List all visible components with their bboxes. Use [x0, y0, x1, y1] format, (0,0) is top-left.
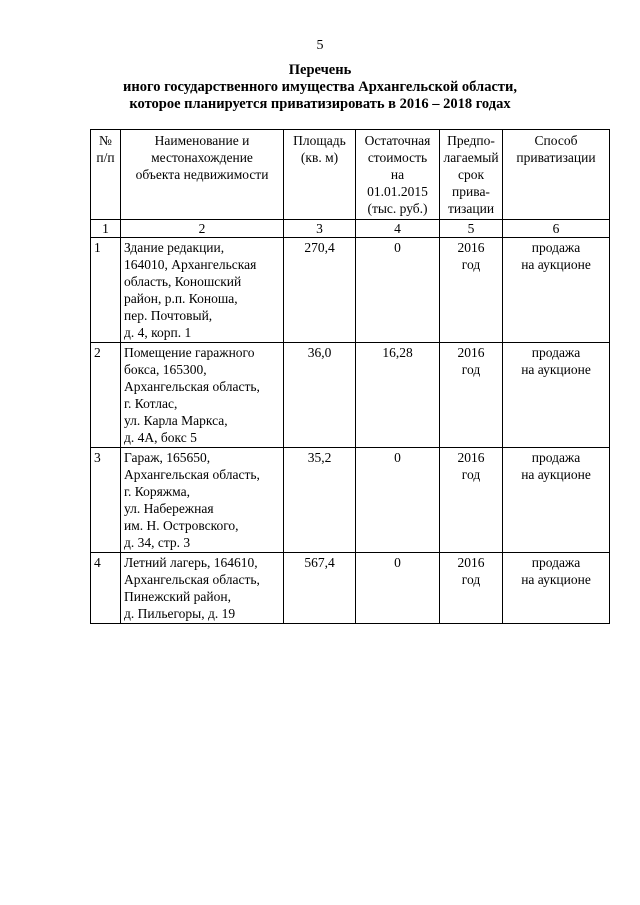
privatization-method: продажа на аукционе [503, 343, 610, 448]
object-area: 270,4 [284, 238, 356, 343]
row-number: 3 [91, 448, 121, 553]
header-text: (тыс. руб.) [367, 201, 428, 216]
row-number: 2 [91, 343, 121, 448]
privatization-term: 2016 год [440, 553, 503, 624]
header-text: Площадь [293, 133, 346, 148]
heading-line-1: Перечень [288, 62, 352, 78]
privatization-term: 2016 год [440, 448, 503, 553]
residual-value: 0 [356, 553, 440, 624]
header-text: Способ [534, 133, 578, 148]
header-text: приватизации [516, 150, 596, 165]
header-text: лагаемый [443, 150, 499, 165]
table-row [91, 343, 610, 448]
header-cell-area [284, 130, 356, 220]
header-text: п/п [96, 150, 115, 165]
object-area: 567,4 [284, 553, 356, 624]
object-name-location: Помещение гаражного бокса, 165300, Архангельская область, г. Котлас, ул. Карла Маркса, д. 4А, бокс 5 [121, 343, 284, 448]
table-row [91, 448, 610, 553]
header-text: Остаточная [364, 133, 431, 148]
object-name-location: Гараж, 165650, Архангельская область, г. Коряжма, ул. Набережная им. Н. Островского, д. 34, стр. 3 [121, 448, 284, 553]
residual-value: 16,28 [356, 343, 440, 448]
column-number: 4 [356, 220, 440, 238]
column-number: 2 [121, 220, 284, 238]
residual-value: 0 [356, 448, 440, 553]
header-text: Наименование и [154, 133, 250, 148]
property-table [90, 129, 610, 624]
privatization-method: продажа на аукционе [503, 238, 610, 343]
column-number: 3 [284, 220, 356, 238]
header-cell-value [356, 130, 440, 220]
object-area: 35,2 [284, 448, 356, 553]
header-text: (кв. м) [300, 150, 339, 165]
header-text: объекта недвижимости [135, 167, 269, 182]
heading-line-3: которое планируется приватизировать в 2016 – 2018 годах [129, 96, 511, 112]
privatization-method: продажа на аукционе [503, 448, 610, 553]
header-cell-term [440, 130, 503, 220]
object-area: 36,0 [284, 343, 356, 448]
header-cell-method [503, 130, 610, 220]
header-text: тизации [447, 201, 495, 216]
column-number: 1 [91, 220, 121, 238]
header-text: стоимость [367, 150, 428, 165]
header-text: № [99, 133, 112, 148]
object-name-location: Здание редакции, 164010, Архангельская область, Коношский район, р.п. Коноша, пер. Почтовый, д. 4, корп. 1 [121, 238, 284, 343]
header-text: прива- [452, 184, 490, 199]
object-name-location: Летний лагерь, 164610, Архангельская область, Пинежский район, д. Пильегоры, д. 19 [121, 553, 284, 624]
privatization-term: 2016 год [440, 343, 503, 448]
header-text: Предпо- [447, 133, 495, 148]
table-row [91, 553, 610, 624]
column-number: 6 [503, 220, 610, 238]
row-number: 4 [91, 553, 121, 624]
column-number: 5 [440, 220, 503, 238]
header-cell-name [121, 130, 284, 220]
page-number: 5 [316, 38, 324, 53]
table-row [91, 238, 610, 343]
table-header-row [91, 130, 610, 220]
privatization-term: 2016 год [440, 238, 503, 343]
privatization-method: продажа на аукционе [503, 553, 610, 624]
header-text: местонахождение [151, 150, 253, 165]
heading-line-2: иного государственного имущества Архангельской области, [123, 79, 517, 95]
header-text: на 01.01.2015 [367, 167, 428, 199]
document-heading [0, 62, 640, 113]
header-cell-number [91, 130, 121, 220]
column-number-row [91, 220, 610, 238]
row-number: 1 [91, 238, 121, 343]
residual-value: 0 [356, 238, 440, 343]
header-text: срок [457, 167, 485, 182]
